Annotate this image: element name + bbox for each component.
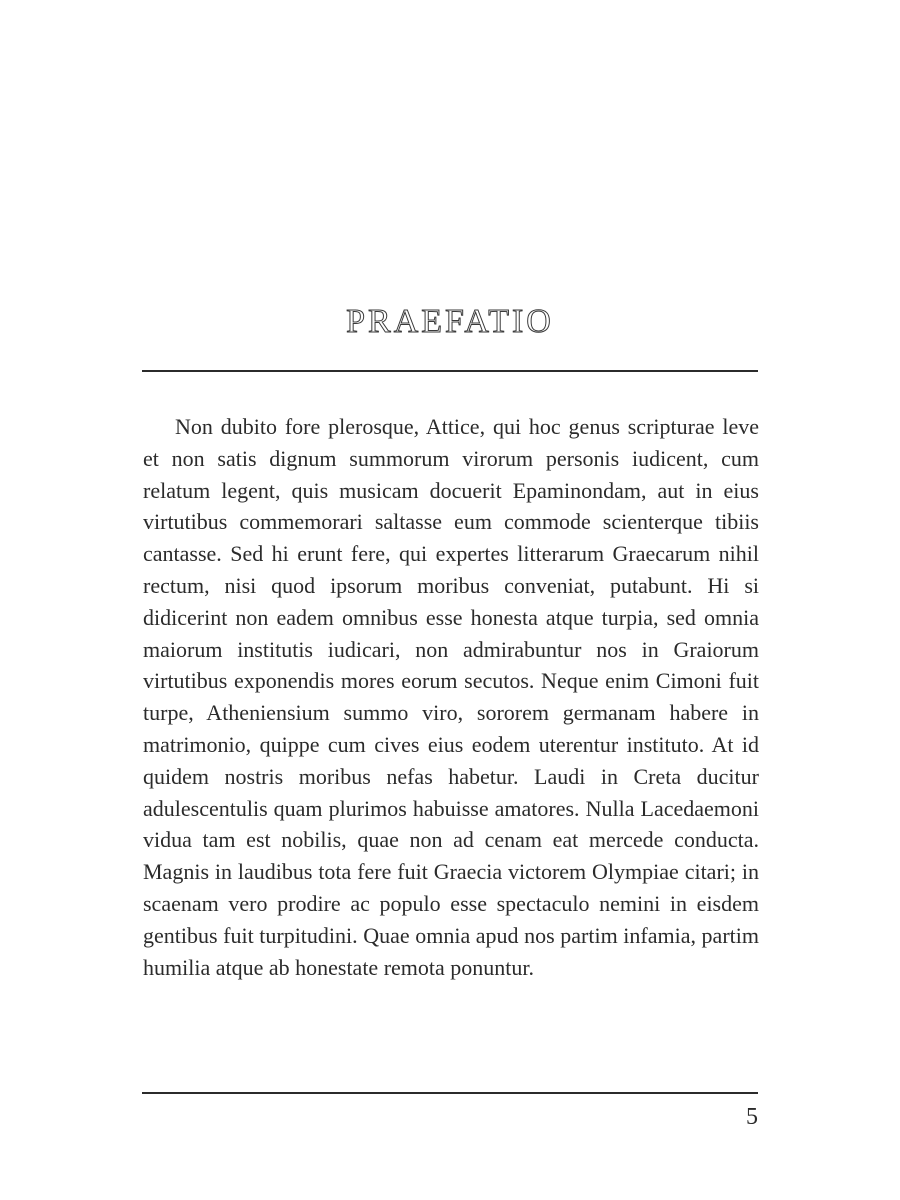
bottom-rule	[142, 1092, 758, 1094]
chapter-title: PRAEFATIO	[346, 302, 554, 340]
body-paragraph: Non dubito fore plerosque, Attice, qui hoc genus scripturae leve et non satis dignum summorum virorum personis iudicent, cum relatum legent, quis musicam docuerit Epaminondam, aut in eius virtutibus commemorari saltasse eum commode scienterque tibiis cantasse. Sed hi erunt fere, qui expertes litterarum Graecarum nihil rectum, nisi quod ipsorum moribus conveniat, putabunt. Hi si didicerint non eadem omnibus esse honesta atque turpia, sed omnia maiorum institutis iudicari, non admirabuntur nos in Graiorum virtutibus exponendis mores eorum secutos. Neque enim Cimoni fuit turpe, Atheniensium summo viro, sororem germanam habere in matrimonio, quippe cum cives eius eodem uterentur instituto. At id quidem nostris moribus nefas habetur. Laudi in Creta ducitur adulescentulis quam plurimos habuisse amatores. Nulla Lacedaemoni vidua tam est nobilis, quae non ad cenam eat mercede conducta. Magnis in laudibus tota fere fuit Graecia victorem Olympiae citari; in scaenam vero prodire ac populo esse spectaculo nemini in eisdem gentibus fuit turpitudini. Quae omnia apud nos partim infamia, partim humilia atque ab honestate remota ponuntur.	[143, 414, 759, 980]
top-rule	[142, 370, 758, 372]
page-number: 5	[746, 1104, 758, 1130]
